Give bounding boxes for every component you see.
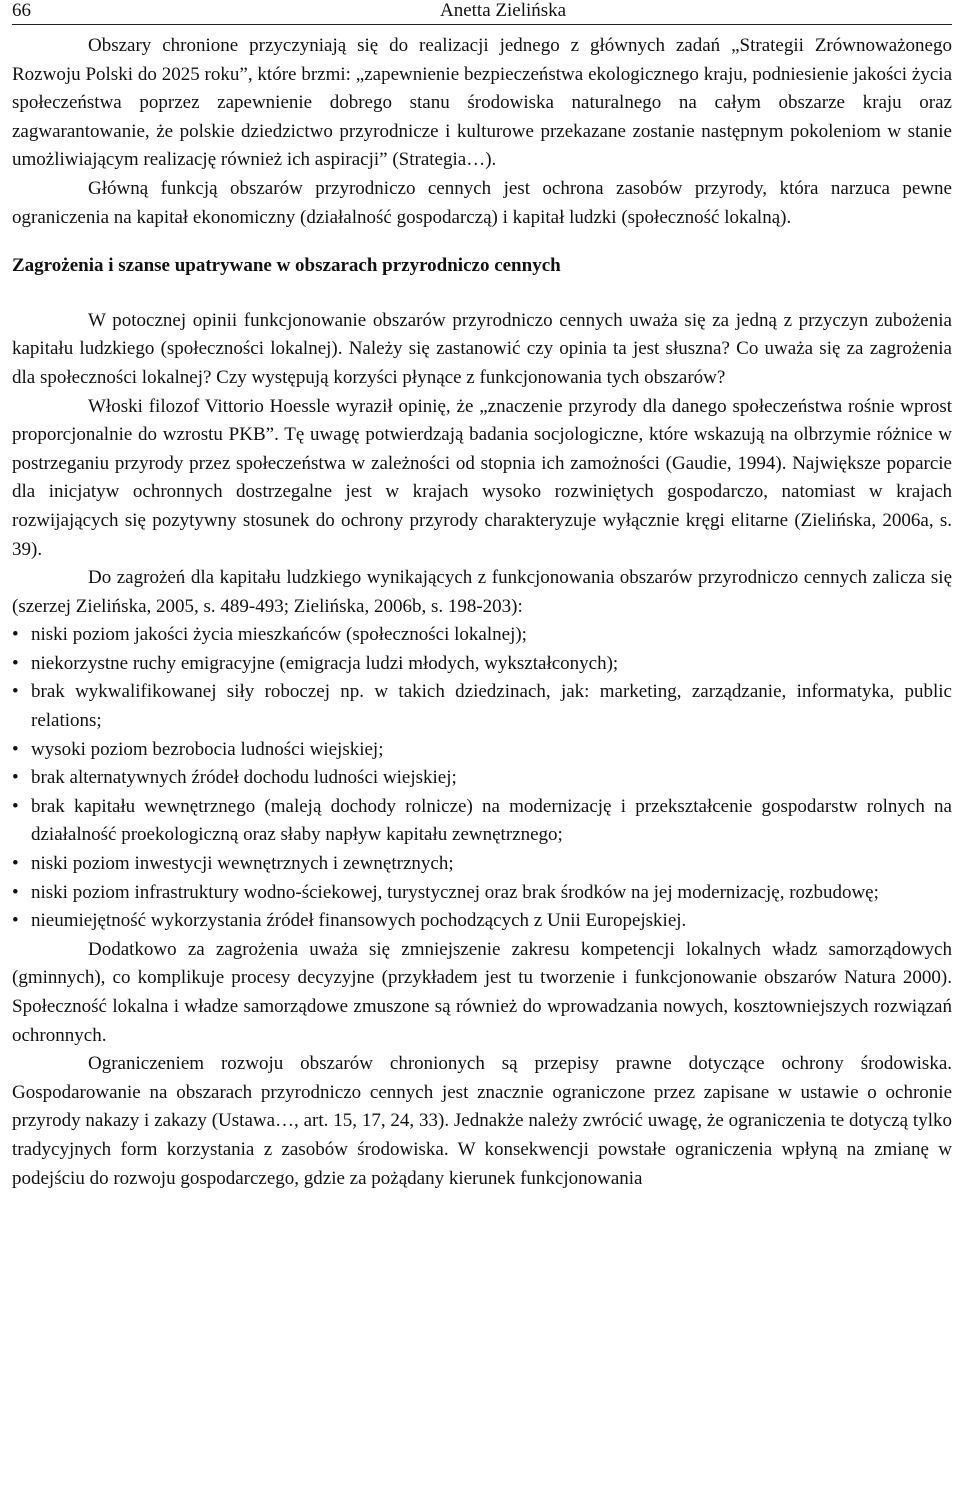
list-item	[12, 793, 952, 850]
intro-paragraph-2: Główną funkcją obszarów przyrodniczo cennych jest ochrona zasobów przyrody, która narzuca pewne ograniczenia na kapitał ekonomiczny (działalność gospodarczą) i kapitał ludzki (społeczność lokalną).	[12, 177, 952, 228]
bullet-icon: •	[12, 853, 19, 875]
bullet-icon: •	[12, 910, 19, 932]
list-item-text: brak alternatywnych źródeł dochodu ludności wiejskiej;	[31, 767, 457, 789]
list-item-text: niski poziom infrastruktury wodno-ściekowej, turystycznej oraz brak środków na jej modernizację, rozbudowę;	[31, 881, 879, 903]
list-item	[12, 879, 952, 908]
bullet-icon: •	[12, 652, 19, 674]
list-item	[12, 736, 952, 765]
document-page	[12, 0, 952, 1193]
list-item	[12, 907, 952, 936]
list-item-text: niekorzystne ruchy emigracyjne (emigracja ludzi młodych, wykształconych);	[31, 652, 619, 674]
page-content	[12, 32, 952, 1193]
section-heading: Zagrożenia i szanse upatrywane w obszarach przyrodniczo cennych	[12, 255, 561, 277]
bullet-icon: •	[12, 624, 19, 646]
bullet-icon: •	[12, 681, 19, 703]
list-item	[12, 678, 952, 735]
list-item-text: brak kapitału wewnętrznego (maleją dochody rolnicze) na modernizację i przekształcenie gospodarstw rolnych na działalność proekologiczną oraz słaby napływ kapitału zewnętrznego;	[31, 795, 952, 846]
closing-paragraph-1: Dodatkowo za zagrożenia uważa się zmniejszenie zakresu kompetencji lokalnych władz samorządowych (gminnych), co komplikuje procesy decyzyjne (przykładem jest tu tworzenie i funkcjonowanie obszarów Natura 2000). Społeczność lokalna i władze samorządowe zmuszone są również do wprowadzania nowych, kosztowniejszych rozwiązań ochronnych.	[12, 938, 952, 1046]
bullet-icon: •	[12, 767, 19, 789]
bullet-icon: •	[12, 795, 19, 817]
threats-list	[12, 621, 952, 936]
section-paragraph-2: Włoski filozof Vittorio Hoessle wyraził opinię, że „znaczenie przyrody dla danego społeczeństwa rośnie wprost proporcjonalnie do wzrostu PKB”. Tę uwagę potwierdzają badania socjologiczne, które wskazują na olbrzymie różnice w postrzeganiu przyrody przez społeczeństwa w zależności od stopnia ich zamożności (Gaudie, 1994). Największe poparcie dla inicjatyw ochronnych dostrzegalne jest w krajach wysoko rozwiniętych gospodarczo, natomiast w krajach rozwijających się pozytywny stosunek do ochrony przyrody charakteryzuje wyłącznie kręgi elitarne (Zielińska, 2006a, s. 39).	[12, 395, 952, 560]
list-item-text: nieumiejętność wykorzystania źródeł finansowych pochodzących z Unii Europejskiej.	[31, 910, 687, 932]
closing-paragraph-2: Ograniczeniem rozwoju obszarów chronionych są przepisy prawne dotyczące ochrony środowiska. Gospodarowanie na obszarach przyrodniczo cennych jest znacznie ograniczone przez zapisane w ustawie o ochronie przyrody nakazy i zakazy (Ustawa…, art. 15, 17, 24, 33). Jednakże należy zwrócić uwagę, że ograniczenia te dotyczą tylko tradycyjnych form korzystania z zasobów środowiska. W konsekwencji powstałe ograniczenia wpłyną na zmianę w podejściu do rozwoju gospodarczego, gdzie za pożądany kierunek funkcjonowania	[12, 1053, 952, 1189]
list-item-text: brak wykwalifikowanej siły roboczej np. w takich dziedzinach, jak: marketing, zarządzanie, informatyka, public relations;	[31, 681, 952, 732]
section-paragraph-3: Do zagrożeń dla kapitału ludzkiego wynikających z funkcjonowania obszarów przyrodniczo cennych zalicza się (szerzej Zielińska, 2005, s. 489-493; Zielińska, 2006b, s. 198-203):	[12, 567, 952, 617]
list-item-text: wysoki poziom bezrobocia ludności wiejskiej;	[31, 738, 384, 760]
list-item	[12, 764, 952, 793]
bullet-icon: •	[12, 881, 19, 903]
running-title-author: Anetta Zielińska	[440, 0, 567, 21]
intro-paragraph-1: Obszary chronione przyczyniają się do realizacji jednego z głównych zadań „Strategii Zrównoważonego Rozwoju Polski do 2025 roku”, które brzmi: „zapewnienie bezpieczeństwa ekologicznego kraju, podniesienie jakości życia społeczeństwa poprzez zapewnienie dobrego stanu środowiska naturalnego na całym obszarze kraju oraz zagwarantowanie, że polskie dziedzictwo przyrodnicze i kulturowe przekazane zostanie następnym pokoleniom w stanie umożliwiającym realizację również ich aspiracji” (Strategia…).	[12, 35, 952, 171]
list-item	[12, 650, 952, 679]
list-item	[12, 621, 952, 650]
page-number: 66	[12, 0, 31, 21]
list-item-text: niski poziom jakości życia mieszkańców (społeczności lokalnej);	[31, 624, 527, 646]
section-paragraph-1: W potocznej opinii funkcjonowanie obszarów przyrodniczo cennych uważa się za jedną z przyczyn zubożenia kapitału ludzkiego (społeczności lokalnej). Należy się zastanowić czy opinia ta jest słuszna? Co uważa się za zagrożenia dla społeczności lokalnej? Czy występują korzyści płynące z funkcjonowania tych obszarów?	[12, 309, 952, 388]
list-item-text: niski poziom inwestycji wewnętrznych i zewnętrznych;	[31, 853, 454, 875]
list-item	[12, 850, 952, 879]
bullet-icon: •	[12, 738, 19, 760]
running-header	[12, 0, 952, 25]
